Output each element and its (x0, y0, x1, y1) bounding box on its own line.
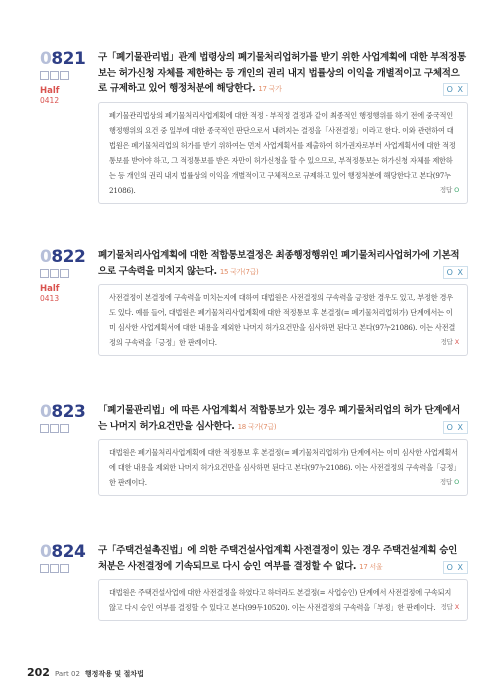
ox-marker[interactable]: O X (443, 421, 468, 434)
half-label: Half (40, 284, 60, 294)
check-box[interactable] (60, 269, 69, 278)
question-number (40, 248, 85, 266)
question-block (40, 248, 468, 356)
answer (440, 183, 459, 198)
question-text: 구「폐기물관리법」관계 법령상의 폐기물처리업허가를 받기 위한 사업계획에 대한 부적정통보는 허가신청 자체를 제한하는 등 개인의 권리 내지 법률상의 이익을 개별적이고 구체적으로 규제하고 있어 행정처분에 해당한다. (98, 52, 466, 94)
ox-marker[interactable]: O X (443, 83, 468, 96)
question-number-prefix: 0 (40, 402, 52, 422)
check-box[interactable] (60, 564, 69, 573)
question-text-wrap (98, 543, 468, 575)
check-box[interactable] (60, 71, 69, 80)
explanation-text: 대법원은 폐기물처리사업계획에 대한 적정통보 후 본결정(= 폐기물처리업허가) 단계에서는 이미 심사한 사업계획서에 대한 내용을 제외한 나머지 허가요건만을 심사하면 된다고 본다(97누21086). 이는 사전결정의 구속력을「긍정」한 판례이다. (109, 448, 458, 487)
question-source: 17 서울 (359, 562, 383, 571)
question-number-prefix: 0 (40, 542, 52, 562)
question-text-wrap (98, 248, 468, 280)
answer (441, 335, 459, 350)
question-number (40, 50, 85, 68)
question-number-prefix: 0 (40, 247, 52, 267)
explanation-box (98, 102, 468, 204)
question-source: 15 국가(7급) (219, 267, 259, 276)
page-number: 202 (27, 666, 50, 679)
check-box[interactable] (40, 424, 49, 433)
question-text: 「폐기물관리법」에 따른 사업계획서 적합통보가 있는 경우 폐기물처리업의 허가 단계에서는 나머지 허가요건만을 심사한다. (98, 405, 461, 432)
answer (441, 600, 459, 615)
explanation-text: 사전결정이 본결정에 구속력을 미치는지에 대하여 대법원은 사전결정의 구속력을 긍정한 경우도 있고, 부정한 경우도 있다. 예를 들어, 대법원은 폐기물처리사업계획에 대한 적정통보 후 본결정(= 폐기물처리업허가) 단계에서는 이미 심사한 사업계획서에 대한 내용을 제외한 나머지 허가요건만을 심사하면 된다고 본다(97누21086). 이는 사전결정의 구속력을「긍정」한 판례이다. (109, 293, 456, 347)
question-block (40, 50, 468, 204)
half-number: 0413 (40, 294, 60, 303)
check-box[interactable] (50, 269, 59, 278)
question-text: 구「주택건설촉진법」에 의한 주택건설사업계획 사전결정이 있는 경우 주택건설계획 승인 처분은 사전결정에 기속되므로 다시 승인 여부를 결정할 수 없다. (98, 545, 458, 572)
explanation-box (98, 439, 468, 496)
question-number-main: 822 (51, 247, 86, 267)
question-header (40, 247, 468, 303)
explanation-text: 폐기물관리법상의 폐기물처리사업계획에 대한 적정 · 부적정 결정과 같이 최종적인 행정행위를 하기 전에 중국적인 행정행위의 요건 중 일부에 대한 종국적인 판단으로서 내려지는 결정을「사전결정」이라고 한다. 이와 관련하여 대법원은 폐기물처리업의 허가를 받기 위하여는 먼저 사업계획서를 제출하여 허가권자로부터 사업계획서에 대한 적정통보를 받아야 하고, 그 적정통보를 받은 자만이 허가신청을 할 수 있으므로, 부적정통보는 허가신청 자체를 제한하는 등 개인의 권리 내지 법률상의 이익을 개별적이고 구체적으로 규제하고 있어 행정처분에 해당한다고 본다(97누21086). (109, 110, 456, 195)
question-number-main: 823 (51, 402, 86, 422)
question-source: 17 국가 (258, 85, 282, 93)
question-text: 폐기물처리사업계획에 대한 적합통보결정은 최종행정행위인 폐기물처리사업허가에 기본적으로 구속력을 미치지 않는다. (98, 250, 460, 277)
question-header (40, 49, 468, 105)
answer-mark: X (454, 338, 459, 346)
question-header (40, 543, 468, 575)
answer-label: 정답 (439, 478, 453, 486)
explanation-box (98, 579, 468, 621)
question-source: 18 국가(7급) (237, 422, 277, 431)
question-text-wrap (98, 50, 468, 98)
answer-mark: X (454, 603, 459, 611)
check-box[interactable] (60, 424, 69, 433)
question-number (40, 403, 85, 421)
answer-mark: O (454, 478, 459, 486)
ox-marker[interactable]: O X (443, 561, 468, 574)
ox-marker[interactable]: O X (443, 266, 468, 279)
question-block (40, 543, 468, 621)
answer-label: 정답 (439, 185, 453, 194)
question-number-prefix: 0 (40, 49, 52, 69)
part-title: 행정작용 및 절차법 (84, 670, 144, 678)
answer (440, 475, 459, 490)
question-block (40, 403, 468, 496)
answer-label: 정답 (440, 338, 453, 346)
question-number-main: 821 (51, 49, 86, 69)
answer-label: 정답 (440, 603, 453, 611)
check-boxes[interactable] (40, 71, 69, 80)
answer-mark: O (454, 185, 459, 194)
check-box[interactable] (40, 564, 49, 573)
explanation-box (98, 284, 468, 356)
half-number: 0412 (40, 96, 60, 105)
question-number-main: 824 (51, 542, 86, 562)
question-text-wrap (98, 403, 468, 435)
check-box[interactable] (50, 564, 59, 573)
check-boxes[interactable] (40, 269, 69, 278)
part-label: Part 02 (54, 670, 80, 678)
check-boxes[interactable] (40, 424, 69, 433)
check-box[interactable] (40, 269, 49, 278)
check-boxes[interactable] (40, 564, 69, 573)
half-badge (40, 86, 59, 106)
half-label: Half (40, 86, 60, 96)
half-badge (40, 284, 59, 304)
check-box[interactable] (50, 424, 59, 433)
check-box[interactable] (40, 71, 49, 80)
question-header (40, 403, 468, 435)
page-footer (27, 666, 144, 679)
check-box[interactable] (50, 71, 59, 80)
explanation-text: 대법원은 주택건설사업에 대한 사전결정을 하였다고 하더라도 본결정(= 사업승인) 단계에서 사전결정에 구속되지 않고 다시 승인 여부를 결정할 수 있다고 본다(99두10520). 이는 사전결정의 구속력을「부정」한 판례이다. (109, 588, 452, 612)
question-number (40, 543, 85, 561)
